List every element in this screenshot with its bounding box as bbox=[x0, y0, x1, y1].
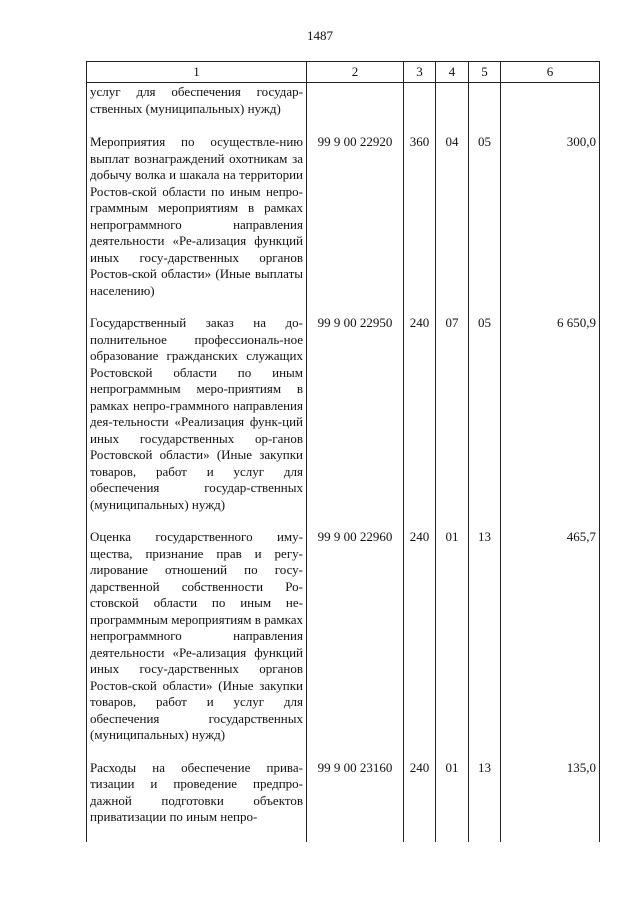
row-section: 01 bbox=[436, 529, 469, 760]
row-description: Оценка государственного иму-щества, признание прав и регу-лирование отношений по госу-дарственной собственности Ро-стовской области по иным не-программным мероприятиям в рамках непрограммного направления деятельности «Ре-ализация функций иных госу-дарственных органов Ростов-ской области» (Иные закупки товаров, работ и услуг для обеспечения государственных (муниципальных) нужд) bbox=[87, 529, 307, 760]
row-subsection: 05 bbox=[469, 315, 501, 529]
row-subsection: 13 bbox=[469, 760, 501, 842]
column-header-amount: 6 bbox=[501, 62, 600, 83]
header-row bbox=[87, 62, 600, 83]
row-target-code: 99 9 00 22960 bbox=[307, 529, 404, 760]
page-number: 1487 bbox=[307, 28, 333, 43]
row-amount: 6 650,9 bbox=[501, 315, 600, 529]
row-amount bbox=[501, 83, 600, 135]
row-subsection: 13 bbox=[469, 529, 501, 760]
row-amount: 300,0 bbox=[501, 134, 600, 315]
row-expense-type bbox=[404, 83, 436, 135]
row-expense-type: 360 bbox=[404, 134, 436, 315]
budget-table bbox=[86, 61, 600, 842]
column-header-target-code: 2 bbox=[307, 62, 404, 83]
row-amount: 135,0 bbox=[501, 760, 600, 842]
row-target-code: 99 9 00 22920 bbox=[307, 134, 404, 315]
column-header-description: 1 bbox=[87, 62, 307, 83]
row-description: Расходы на обеспечение прива-тизации и проведение предпро-дажной подготовки объектов приватизации по иным непро- bbox=[87, 760, 307, 842]
row-target-code bbox=[307, 83, 404, 135]
column-header-expense-type: 3 bbox=[404, 62, 436, 83]
row-expense-type: 240 bbox=[404, 529, 436, 760]
column-header-section: 4 bbox=[436, 62, 469, 83]
row-section: 04 bbox=[436, 134, 469, 315]
table-row bbox=[87, 83, 600, 135]
row-description: Государственный заказ на до-полнительное профессиональ-ное образование гражданских служащих Ростовской области по иным непрограммным меро-приятиям в рамках непро-граммного направления дея-тельности «Реализация функ-ций иных государственных ор-ганов Ростовской области» (Иные закупки товаров, работ и услуг для обеспечения государ-ственных (муниципальных) нужд) bbox=[87, 315, 307, 529]
row-section: 07 bbox=[436, 315, 469, 529]
row-target-code: 99 9 00 23160 bbox=[307, 760, 404, 842]
row-subsection: 05 bbox=[469, 134, 501, 315]
row-section: 01 bbox=[436, 760, 469, 842]
row-expense-type: 240 bbox=[404, 760, 436, 842]
row-description: услуг для обеспечения государ-ственных (муниципальных) нужд) bbox=[87, 83, 307, 135]
row-section bbox=[436, 83, 469, 135]
row-amount: 465,7 bbox=[501, 529, 600, 760]
column-header-subsection: 5 bbox=[469, 62, 501, 83]
table-row bbox=[87, 134, 600, 315]
table-row bbox=[87, 529, 600, 760]
table-row bbox=[87, 760, 600, 842]
row-description: Мероприятия по осуществле-нию выплат вознаграждений охотникам за добычу волка и шакала на территории Ростов-ской области по иным непро-граммным мероприятиям в рамках непрограммного направления деятельности «Ре-ализация функций иных госу-дарственных органов Ростов-ской области» (Иные выплаты населению) bbox=[87, 134, 307, 315]
row-target-code: 99 9 00 22950 bbox=[307, 315, 404, 529]
row-subsection bbox=[469, 83, 501, 135]
table-row bbox=[87, 315, 600, 529]
row-expense-type: 240 bbox=[404, 315, 436, 529]
